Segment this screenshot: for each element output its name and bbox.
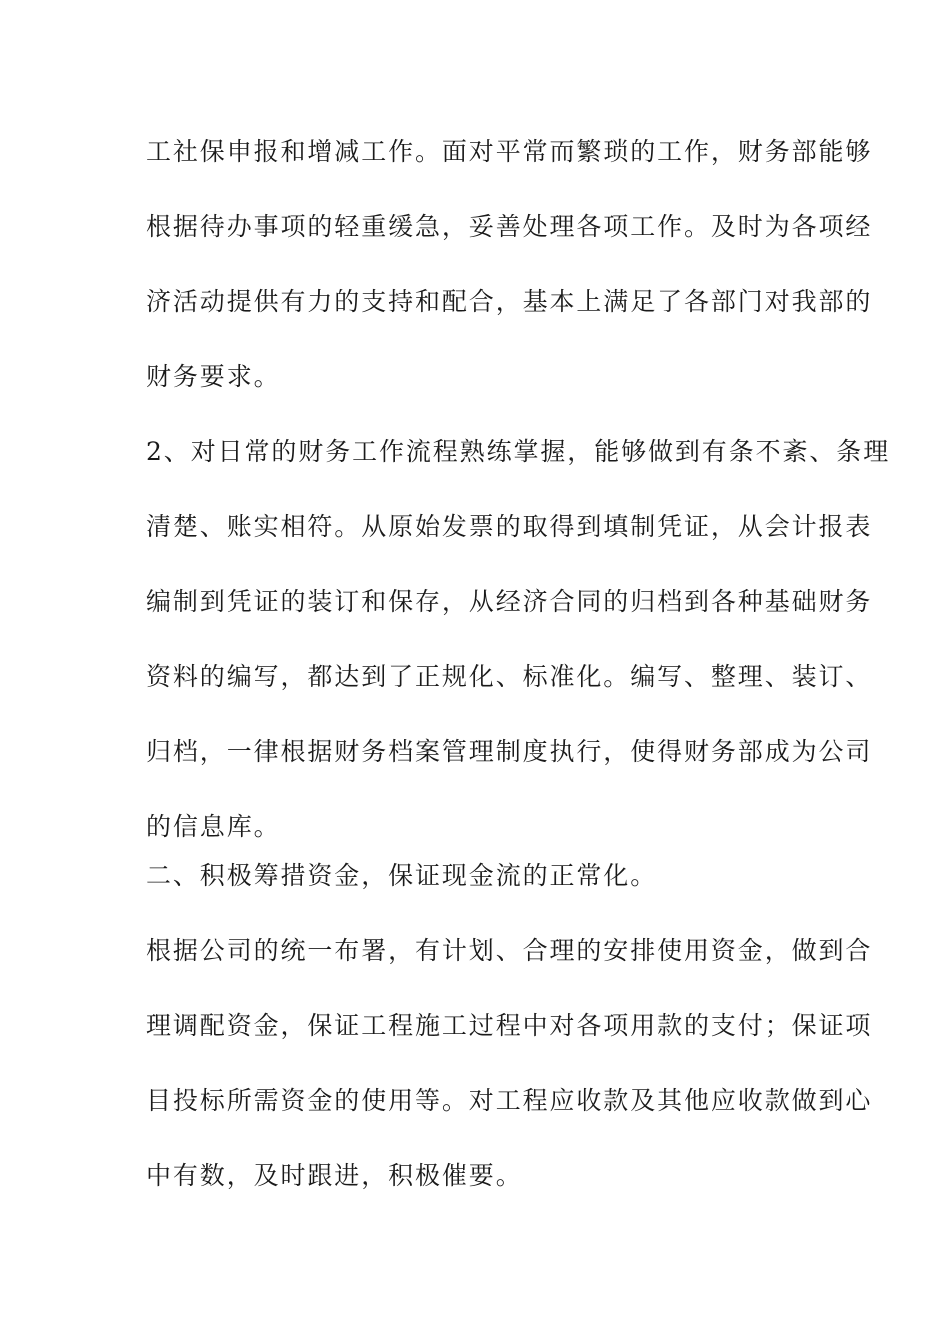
- text-line: 根据待办事项的轻重缓急，妥善处理各项工作。及时为各项经: [146, 212, 873, 241]
- text-line: 财务要求。: [146, 362, 281, 391]
- section-heading: 二、积极筹措资金，保证现金流的正常化。: [146, 861, 658, 890]
- text-line: 清楚、账实相符。从原始发票的取得到填制凭证，从会计报表: [146, 512, 873, 541]
- text-line: 的信息库。: [146, 812, 281, 841]
- text-line: 资料的编写，都达到了正规化、标准化。编写、整理、装订、: [146, 662, 873, 691]
- text-line: 工社保申报和增减工作。面对平常而繁琐的工作，财务部能够: [146, 137, 873, 166]
- text-line: 目投标所需资金的使用等。对工程应收款及其他应收款做到心: [146, 1086, 873, 1115]
- text-line: 2、对日常的财务工作流程熟练掌握，能够做到有条不紊、条理: [146, 437, 891, 466]
- text-line: 根据公司的统一布署，有计划、合理的安排使用资金，做到合: [146, 936, 873, 965]
- text-line: 归档，一律根据财务档案管理制度执行，使得财务部成为公司: [146, 737, 873, 766]
- text-line: 理调配资金，保证工程施工过程中对各项用款的支付；保证项: [146, 1011, 873, 1040]
- text-line: 中有数，及时跟进，积极催要。: [146, 1161, 523, 1190]
- text-line: 编制到凭证的装订和保存，从经济合同的归档到各种基础财务: [146, 587, 873, 616]
- text-line: 济活动提供有力的支持和配合，基本上满足了各部门对我部的: [146, 287, 873, 316]
